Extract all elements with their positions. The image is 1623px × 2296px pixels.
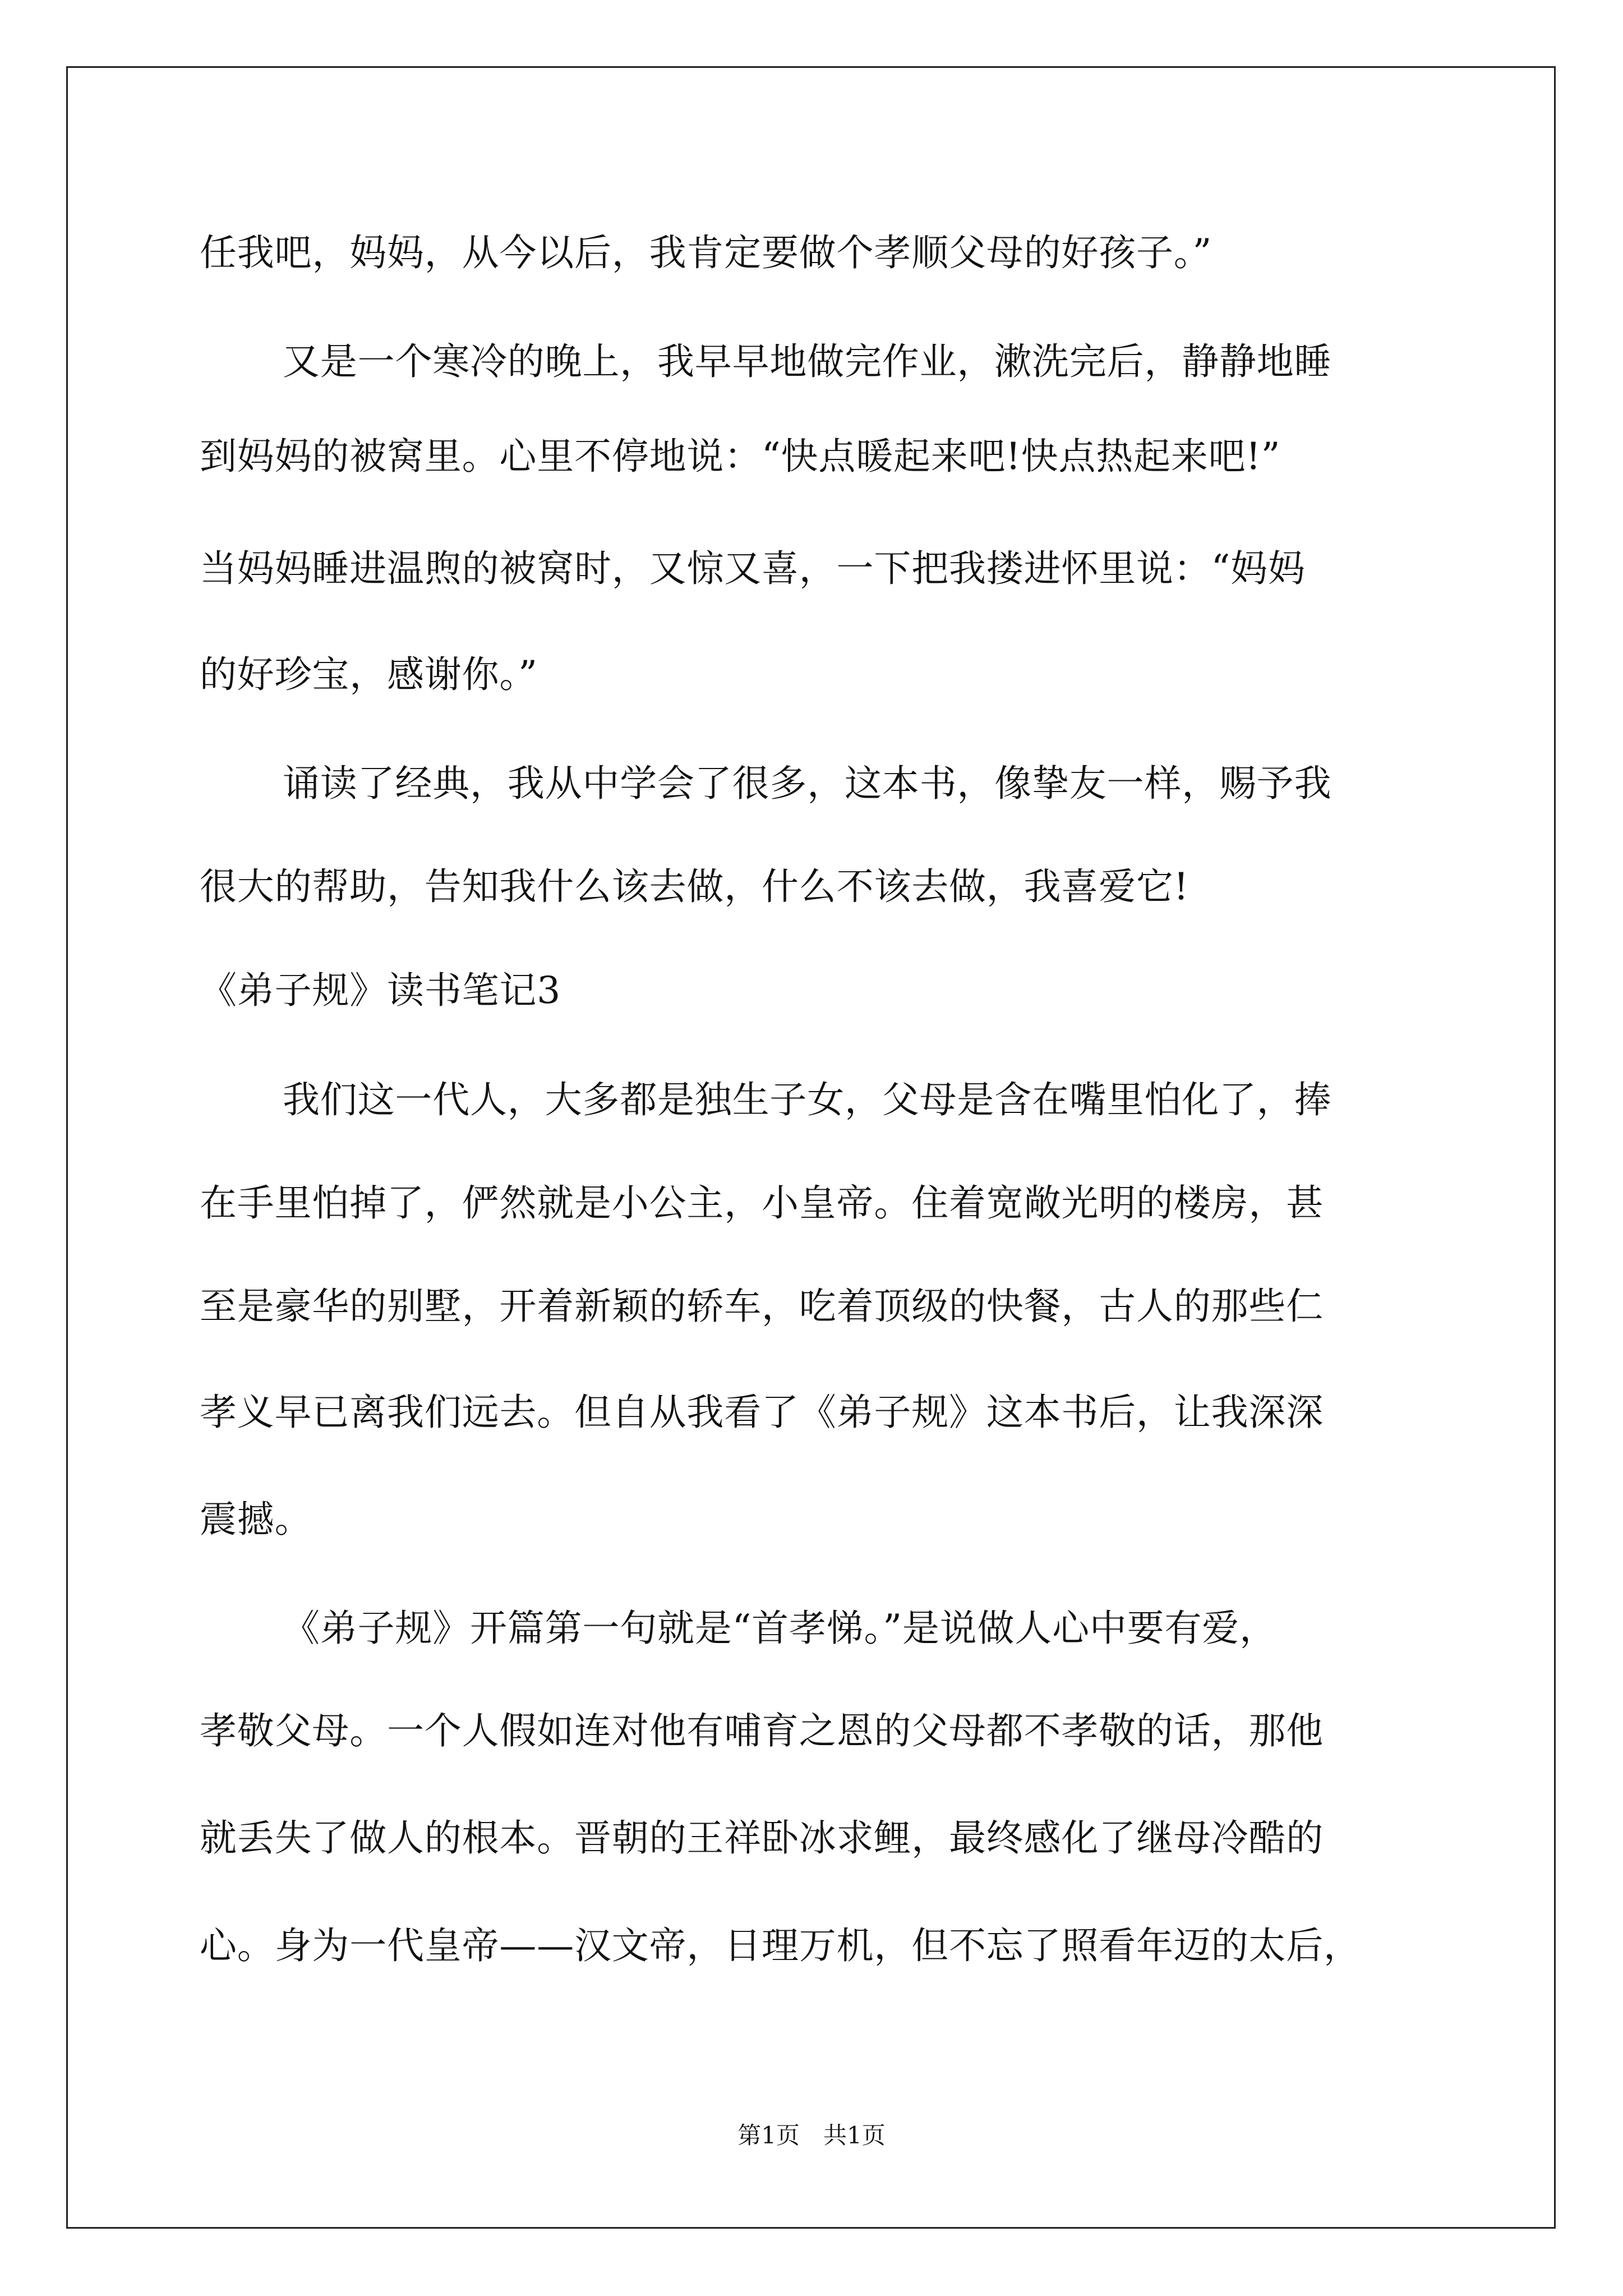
paragraph-line: 诵读了经典，我从中学会了很多，这本书，像挚友一样，赐予我 — [283, 762, 1332, 805]
paragraph-line: 孝敬父母。一个人假如连对他有哺育之恩的父母都不孝敬的话，那他 — [200, 1709, 1324, 1752]
page-frame — [66, 66, 1556, 2229]
paragraph-line: 很大的帮助，告知我什么该去做，什么不该去做，我喜爱它! — [200, 865, 1189, 908]
paragraph-line: 任我吧，妈妈，从今以后，我肯定要做个孝顺父母的好孩子。” — [200, 231, 1212, 274]
paragraph-line: 《弟子规》开篇第一句就是“首孝悌。”是说做人心中要有爱， — [283, 1607, 1277, 1650]
paragraph-line: 震撼。 — [200, 1498, 312, 1541]
paragraph-line: 又是一个寒冷的晚上，我早早地做完作业，漱洗完后，静静地睡 — [283, 340, 1332, 383]
paragraph-line: 在手里怕掉了，俨然就是小公主，小皇帝。住着宽敞光明的楼房，甚 — [200, 1181, 1324, 1225]
section-heading: 《弟子规》读书笔记3 — [200, 969, 561, 1012]
paragraph-line: 心。身为一代皇帝——汉文帝，日理万机，但不忘了照看年迈的太后， — [200, 1924, 1361, 1967]
paragraph-line: 的好珍宝，感谢你。” — [200, 653, 538, 696]
paragraph-line: 孝义早已离我们远去。但自从我看了《弟子规》这本书后，让我深深 — [200, 1391, 1324, 1434]
page-number-footer: 第1页 共1页 — [737, 2122, 886, 2149]
paragraph-line: 到妈妈的被窝里。心里不停地说：“快点暖起来吧!快点热起来吧!” — [200, 435, 1281, 478]
paragraph-line: 至是豪华的别墅，开着新颖的轿车，吃着顶级的快餐，古人的那些仁 — [200, 1285, 1324, 1328]
paragraph-line: 就丢失了做人的根本。晋朝的王祥卧冰求鲤，最终感化了继母冷酷的 — [200, 1816, 1324, 1860]
paragraph-line: 当妈妈睡进温煦的被窝时，又惊又喜，一下把我搂进怀里说：“妈妈 — [200, 547, 1306, 590]
paragraph-line: 我们这一代人，大多都是独生子女，父母是含在嘴里怕化了，捧 — [283, 1078, 1332, 1121]
